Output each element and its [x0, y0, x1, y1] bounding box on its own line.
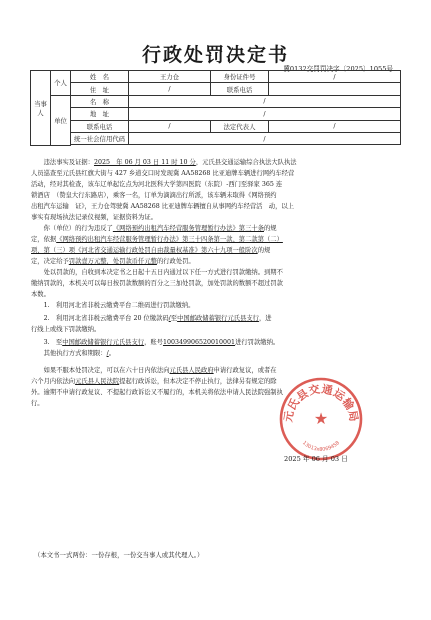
credit-code-label: 统一社会信用代码 — [71, 132, 129, 144]
unit-phone-value: / — [129, 120, 211, 132]
facts-line-5: 出租汽车运输 证》，王力仓驾驶冀 AA58268 比亚迪牌车辆擅自从事网约车经营活 动，以上 — [31, 202, 294, 210]
appeal-text: 六个月内依法向 — [31, 377, 76, 385]
bank-name: 中国邮政储蓄银行元氏县支行 — [62, 338, 145, 346]
contact-value — [269, 83, 401, 95]
official-seal — [278, 376, 364, 462]
basis-text: 定，决定给予 — [31, 257, 69, 265]
contact-label: 联系电话 — [211, 83, 269, 95]
name-value: 王力仓 — [129, 71, 211, 83]
method-2-text: 至 — [170, 314, 178, 322]
method-2-cont: 行线上或线下罚款缴纳。 — [31, 325, 101, 333]
seal-date: 2025 年 06 月 03 日 — [284, 455, 348, 463]
penalty-regulation: 《网络预约出租汽车经营服务管理暂行办法》第三十四条第一款、第二款第（二） — [56, 235, 283, 243]
unit-label: 单位 — [51, 95, 71, 145]
facts-line-3: 活动，经对其检查，该车辽单起讫点为河北医科大学第四医院（东院）-西门至驿家 365 连 — [31, 180, 283, 188]
star-icon: ★ — [313, 409, 329, 428]
other-methods-text: 。 — [108, 349, 115, 357]
basis-text: 的规 — [257, 246, 271, 254]
bank-name: 中国邮政储蓄银行元氏县支行 — [177, 314, 259, 322]
name-label: 姓 名 — [71, 71, 129, 83]
review-authority: 元氏县人民政府 — [169, 367, 214, 374]
legal-rep-label: 法定代表人 — [211, 120, 269, 132]
bank-account: 100349906520010001 — [162, 338, 236, 346]
payment-methods — [31, 301, 403, 360]
appeal-text: 如果不服本处罚决定，可以在六十日内依法向 — [43, 367, 170, 374]
individual-label: 个人 — [51, 71, 71, 96]
payment-line-2: 缴纳罚款的，本机关可以每日按罚款数额的百分之三加处罚款，加处罚款的数额不超过罚款 — [31, 279, 283, 287]
penalty-amount: 罚款壹万元整，处罚款币仟元整 — [68, 257, 157, 265]
legal-basis — [31, 224, 403, 268]
appeal-line-4: 行。 — [31, 399, 44, 407]
id-label: 身份证件号 — [211, 71, 269, 83]
facts-line-6: 事实有现场执法记录仪视频，证据资料为证。 — [31, 213, 157, 221]
footer-note: （本文书一式两份：一份存根，一份交当事人或其代理人。） — [34, 551, 204, 559]
facts-line-1: ，元氏县交通运输综合执法大队执法 — [195, 159, 297, 166]
penalty-regulation-cont: 项、第（三）项《河北省交通运输行政处罚自由裁量权基准》第六十九项一般阶次 — [31, 246, 258, 254]
violation-date: 2025 年 06 月 03 日 11 时 10 分 — [93, 159, 196, 166]
party-label: 当事人 — [31, 71, 51, 146]
other-methods-value: / — [106, 349, 109, 357]
document-number: 冀0132交罚罚决字〔2025〕1055号 — [283, 65, 393, 73]
address-label: 住 址 — [71, 83, 129, 95]
other-methods-label: 其他执行方式和期限： — [43, 349, 107, 357]
court-name: 元氏县人民法院 — [75, 377, 120, 385]
unit-address-label: 地 址 — [71, 108, 129, 120]
unit-phone-label: 联系电话 — [71, 120, 129, 132]
unit-name-value: / — [129, 95, 401, 107]
unit-address-value: / — [129, 108, 401, 120]
violation-facts — [31, 158, 403, 223]
payment-code: / — [168, 314, 171, 322]
facts-line-2: 人员巡查至元氏县红旗大街与 427 乡道交口时发现冀 AA58268 比亚迪牌车辆进行网约车经营 — [31, 169, 295, 177]
basis-text: 的规 — [263, 225, 277, 232]
basis-text: 的行政处罚。 — [156, 257, 195, 265]
payment-line-1: 处以罚款的，自收到本决定书之日起十五日内通过以下任一方式进行罚款缴纳。到期不 — [43, 269, 283, 276]
legal-rep-value: / — [269, 120, 401, 132]
address-value: / — [129, 83, 211, 95]
method-1: 1. 利用河北省非税云缴费平台二维码进行罚款缴纳。 — [43, 302, 195, 309]
seal-text: 元氏县交通运输局 — [281, 382, 361, 423]
appeal-text: 申请行政复议，或者在 — [213, 367, 277, 374]
seal-code: 13013x8069458 — [301, 440, 341, 453]
method-3-text: ，账号 — [144, 338, 163, 346]
appeal-line-3: 外。逾期不申请行政复议、不提起行政诉讼又不履行的，本机关将依法申请人民法院强制执 — [31, 388, 283, 396]
document-title: 行政处罚决定书 — [141, 44, 289, 66]
id-value: / — [269, 71, 401, 83]
method-3-text: 进行罚款缴纳。 — [235, 338, 280, 346]
method-3-text: 3. 至 — [43, 338, 63, 346]
basis-text: 你（单位）的行为违反了 — [43, 225, 113, 232]
credit-code-value: / — [129, 132, 401, 144]
violated-regulation: 《网络预约出租汽车经营服务管理暂行办法》第三十条 — [112, 225, 264, 232]
unit-name-label: 名 称 — [71, 95, 129, 107]
appeal-text: 提起行政诉讼，但本决定不停止执行，法律另有规定的除 — [119, 377, 277, 385]
basis-text: 定，依据 — [31, 235, 57, 243]
facts-label: 违法事实及证据： — [43, 159, 94, 166]
payment-terms — [31, 268, 403, 301]
method-2-text: 2. 利用河北省非税云缴费平台 20 位缴款码 — [43, 314, 169, 322]
party-info-table — [30, 70, 401, 146]
payment-line-3: 本数。 — [31, 290, 50, 298]
facts-line-4: 锁酒店 （赞皇大行东路店），乘客一名，订单为滴滴出行所派，该车辆未取得《网络预约 — [31, 191, 277, 199]
method-2-text: ，进 — [258, 314, 272, 322]
